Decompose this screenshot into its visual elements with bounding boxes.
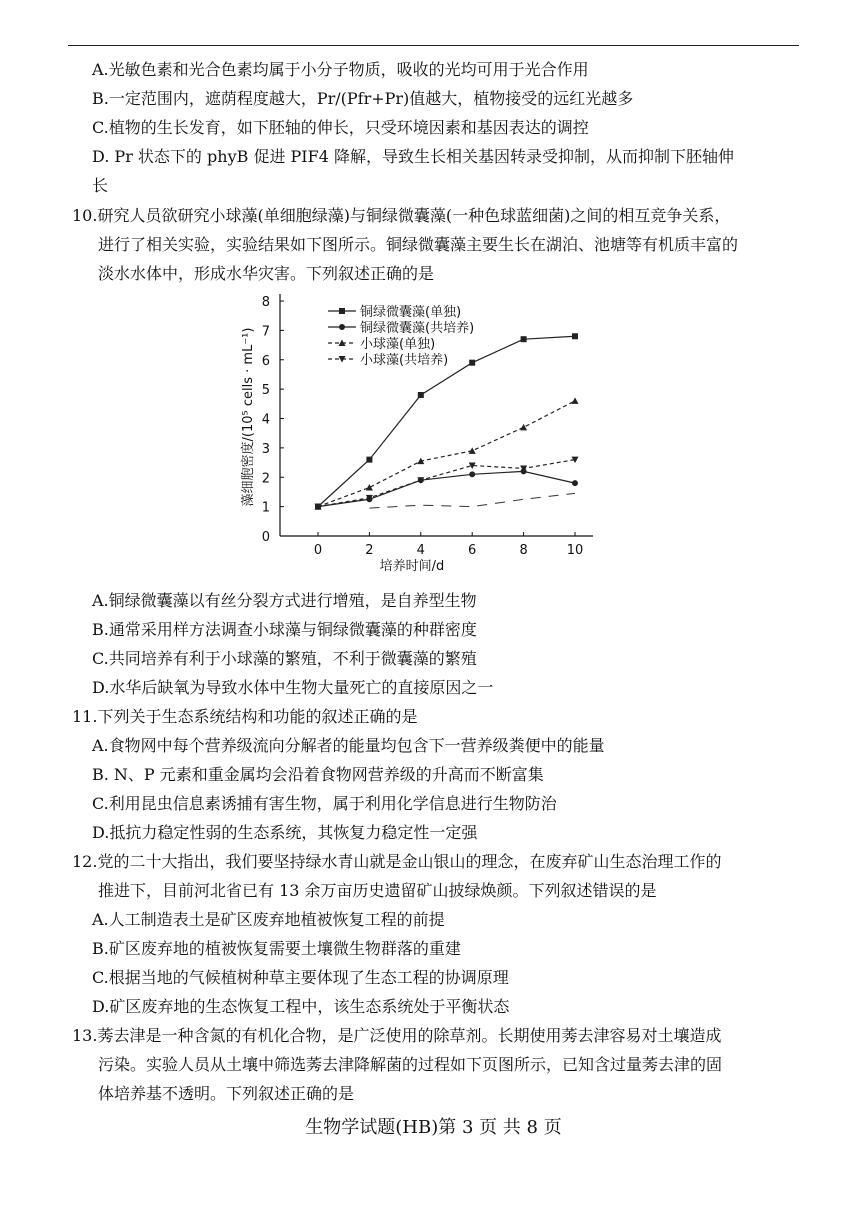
data-point-square bbox=[521, 336, 527, 342]
q13-stem-line-1: 13.莠去津是一种含氮的有机化合物，是广泛使用的除草剂。长期使用莠去津容易对土壤造成 bbox=[72, 1026, 722, 1045]
data-point-square bbox=[366, 457, 372, 463]
q12-option-a: A.人工制造表土是矿区废弃地植被恢复工程的前提 bbox=[92, 910, 445, 929]
x-tick-label: 2 bbox=[365, 543, 374, 558]
data-point-square bbox=[339, 308, 345, 314]
legend-label: 小球藻(单独) bbox=[360, 337, 436, 352]
q11-option-c: C.利用昆虫信息素诱捕有害生物，属于利用化学信息进行生物防治 bbox=[92, 794, 557, 813]
q12-option-b: B.矿区废弃地的植被恢复需要土壤微生物群落的重建 bbox=[92, 939, 461, 958]
q9-option-a: A.光敏色素和光合色素均属于小分子物质，吸收的光均可用于光合作用 bbox=[92, 60, 589, 79]
q12-stem-line-1: 12.党的二十大指出，我们要坚持绿水青山就是金山银山的理念，在废弃矿山生态治理工作的 bbox=[72, 852, 722, 871]
q9-option-c: C.植物的生长发育，如下胚轴的伸长，只受环境因素和基因表达的调控 bbox=[92, 118, 589, 137]
y-tick-label: 0 bbox=[261, 530, 270, 545]
q11-option-b: B. N、P 元素和重金属均会沿着食物网营养级的升高而不断富集 bbox=[92, 765, 544, 784]
data-point-square bbox=[469, 360, 475, 366]
legend-label: 铜绿微囊藻(单独) bbox=[360, 305, 462, 320]
x-axis-label: 培养时间/d bbox=[379, 559, 445, 574]
q10-option-b: B.通常采用样方法调查小球藻与铜绿微囊藻的种群密度 bbox=[92, 620, 477, 639]
y-axis-label: 藻细胞密度/(10⁵ cells · mL⁻¹) bbox=[241, 327, 256, 507]
data-point-square bbox=[572, 333, 578, 339]
data-point-triangle-up bbox=[366, 484, 373, 491]
q10-stem-line-1: 10.研究人员欲研究小球藻(单细胞绿藻)与铜绿微囊藻(一种色球蓝细菌)之间的相互竞争关系， bbox=[72, 206, 731, 225]
q10-option-a: A.铜绿微囊藻以有丝分裂方式进行增殖，是自养型生物 bbox=[92, 591, 477, 610]
data-point-triangle-up bbox=[469, 447, 476, 454]
q12-stem-line-2: 推进下，目前河北省已有 13 余万亩历史遗留矿山披绿焕颜。下列叙述错误的是 bbox=[98, 881, 657, 900]
series-line bbox=[318, 460, 575, 507]
q11-option-d: D.抵抗力稳定性弱的生态系统，其恢复力稳定性一定强 bbox=[92, 823, 478, 842]
legend-label: 小球藻(共培养) bbox=[360, 353, 449, 368]
x-tick-label: 10 bbox=[566, 543, 584, 558]
artifact-line bbox=[369, 493, 575, 508]
page-footer: 生物学试题(HB)第 3 页 共 8 页 bbox=[305, 1117, 562, 1138]
series-3 bbox=[315, 457, 579, 511]
series-2 bbox=[315, 397, 579, 509]
y-tick-label: 3 bbox=[261, 441, 270, 457]
q11-option-a: A.食物网中每个营养级流向分解者的能量均包含下一营养级粪便中的能量 bbox=[92, 736, 605, 755]
y-tick-label: 6 bbox=[261, 353, 270, 369]
y-tick-label: 1 bbox=[261, 500, 270, 516]
q9-option-d: D. Pr 状态下的 phyB 促进 PIF4 降解，导致生长相关基因转录受抑制，从而抑制下胚轴伸 bbox=[92, 147, 734, 166]
y-tick-label: 7 bbox=[261, 324, 270, 340]
data-point-circle bbox=[339, 324, 345, 330]
y-tick-label: 8 bbox=[261, 295, 270, 310]
series-line bbox=[318, 471, 575, 506]
q9-option-d-cont: 长 bbox=[92, 176, 109, 195]
q10-stem-line-3: 淡水水体中，形成水华灾害。下列叙述正确的是 bbox=[98, 264, 435, 283]
series-line bbox=[318, 401, 575, 507]
q10-option-d: D.水华后缺氧为导致水体中生物大量死亡的直接原因之一 bbox=[92, 678, 494, 697]
q10-stem-line-2: 进行了相关实验，实验结果如下图所示。铜绿微囊藻主要生长在湖泊、池塘等有机质丰富的 bbox=[98, 235, 739, 254]
q9-option-b: B.一定范围内，遮荫程度越大，Pr/(Pfr+Pr)值越大，植物接受的远红光越多 bbox=[92, 89, 634, 108]
header-rule bbox=[68, 45, 799, 46]
chart-legend bbox=[328, 304, 474, 368]
data-point-triangle-up bbox=[520, 424, 527, 431]
q11-stem: 11.下列关于生态系统结构和功能的叙述正确的是 bbox=[72, 707, 418, 726]
data-point-circle bbox=[572, 480, 578, 486]
y-tick-label: 2 bbox=[261, 471, 270, 487]
q10-option-c: C.共同培养有利于小球藻的繁殖，不利于微囊藻的繁殖 bbox=[92, 649, 477, 668]
data-point-square bbox=[418, 392, 424, 398]
q12-option-c: C.根据当地的气候植树种草主要体现了生态工程的协调原理 bbox=[92, 968, 509, 987]
x-tick-label: 8 bbox=[519, 543, 528, 558]
algae-density-chart bbox=[238, 286, 598, 586]
x-tick-label: 0 bbox=[313, 543, 323, 558]
x-tick-label: 4 bbox=[416, 543, 425, 558]
y-tick-label: 5 bbox=[261, 383, 270, 399]
data-point-triangle-up bbox=[572, 397, 579, 404]
q13-stem-line-3: 体培养基不透明。下列叙述正确的是 bbox=[98, 1084, 355, 1103]
q13-stem-line-2: 污染。实验人员从土壤中筛选莠去津降解菌的过程如下页图所示，已知含过量莠去津的固 bbox=[98, 1055, 723, 1074]
y-tick-label: 4 bbox=[261, 412, 270, 428]
series-1 bbox=[315, 468, 578, 509]
q12-option-d: D.矿区废弃地的生态恢复工程中，该生态系统处于平衡状态 bbox=[92, 997, 510, 1016]
data-point-circle bbox=[469, 471, 475, 477]
legend-label: 铜绿微囊藻(共培养) bbox=[360, 321, 475, 336]
x-tick-label: 6 bbox=[468, 543, 477, 558]
